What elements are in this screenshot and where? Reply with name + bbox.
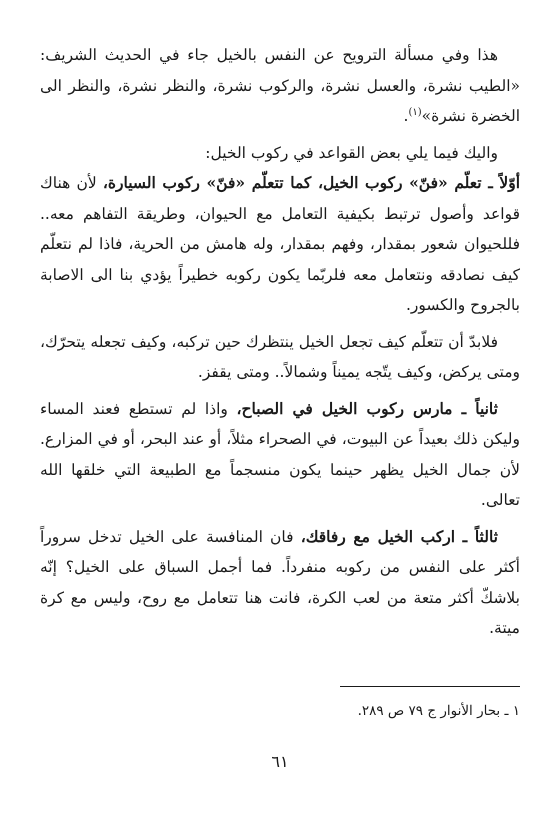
paragraph-rule-three — [40, 522, 520, 644]
rule-one-heading: أوّلاً ـ تعلّم «فنّ» ركوب الخيل، كما تتعلّم «فنّ» ركوب السيارة، — [102, 173, 521, 192]
rule-two-heading: ثانياً ـ مارس ركوب الخيل في الصباح، — [236, 398, 498, 418]
rule-three-heading: ثالثاً ـ اركب الخيل مع رفاقك، — [300, 526, 498, 546]
paragraph-learn-control: فلابدّ أن تتعلّم كيف تجعل الخيل ينتظرك حين تركبه، وكيف تجعله يتحرّك، ومتى يركض، وكيف يتّجه يميناً وشمالاً.. ومتى يقفز. — [40, 332, 520, 381]
rule-three-text: فان المنافسة على الخيل تدخل سروراً أكثر على النفس من ركوبه منفرداً. فما أجمل السباق على الخيل؟ إنّه بلاشكّ أكثر متعة من لعب الكرة، فانت هنا تتعامل مع روح، وليس مع كرة ميتة. — [40, 527, 520, 637]
page-number: ٦١ — [271, 752, 289, 771]
rule-one-text: لأن هناك قواعد وأصول ترتبط بكيفية التعامل مع الحيوان، وطريقة التفاهم معه.. فللحيوان شعور بمقدار، وفهم بمقدار، وله هامش من الحرية، فاذا لم نتعلّم كيف نصادقه ونتعامل معه فلربّما يكون ركوبه خطيراً يؤدي بنا الى الاصابة بالجروح والكسور. — [40, 174, 520, 314]
paragraph-horse-recreation — [40, 40, 520, 132]
main-text — [40, 40, 520, 644]
paragraph-text: هذا وفي مسألة الترويح عن النفس بالخيل جاء في الحديث الشريف: «الطيب نشرة، والعسل نشرة، والركوب نشرة، والنظر نشرة، والنظر الى الخضرة نشرة» — [40, 46, 520, 125]
rule-two-text: واذا لم تستطع فعند المساء وليكن ذلك بعيداً عن البيوت، في الصحراء مثلاً، أو عند البحر، أو في المزارع. لأن جمال الخيل يظهر حينما يكون منسجماً مع الطبيعة التي خلقها الله تعالى. — [40, 399, 520, 509]
footnote: ١ ـ بحار الأنوار ج ٧٩ ص ٢٨٩. — [357, 703, 520, 719]
footnote-divider — [340, 686, 520, 687]
paragraph-rules-intro: واليك فيما يلي بعض القواعد في ركوب الخيل: — [205, 143, 498, 162]
paragraph-rule-two — [40, 394, 520, 516]
footnote-marker: (١) — [408, 106, 422, 118]
paragraph-end: . — [403, 107, 409, 125]
paragraph-rule-one — [40, 168, 520, 321]
